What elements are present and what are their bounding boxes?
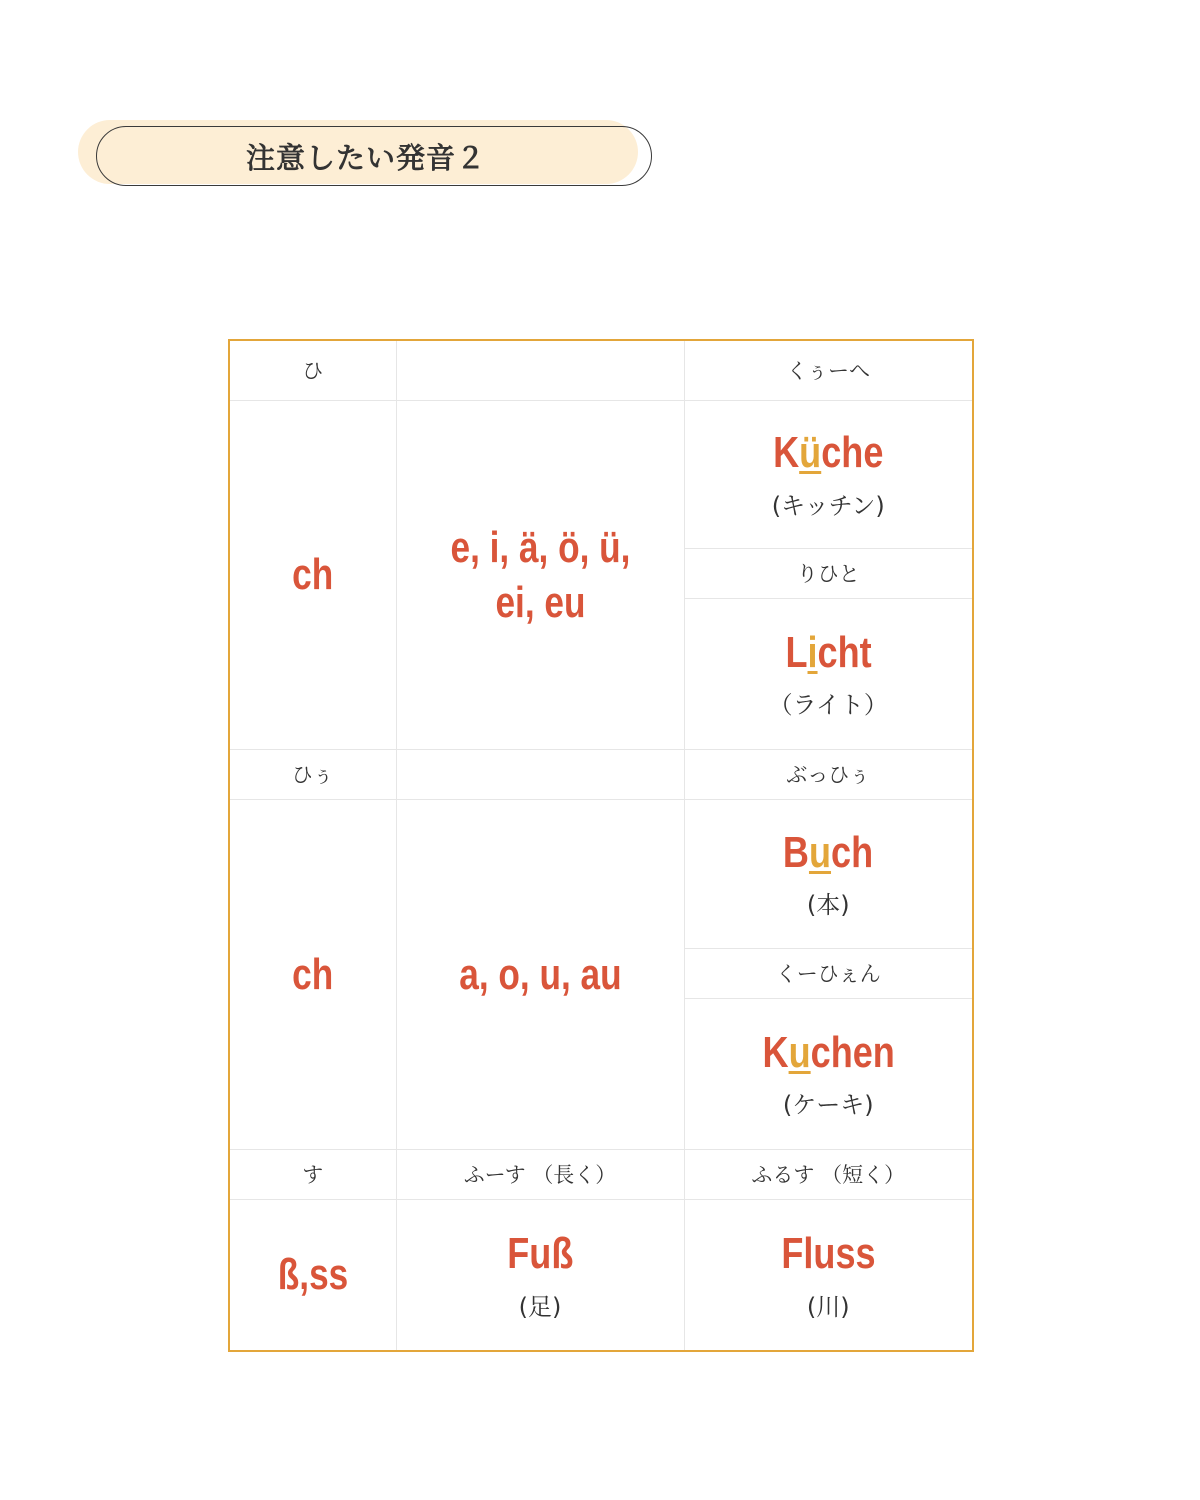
- example-cell: [684, 998, 973, 1149]
- table-row: [229, 1199, 973, 1351]
- example-meaning: (本): [806, 891, 850, 920]
- letter-cell: [229, 1199, 396, 1351]
- vowels-line-2: ei, eu: [494, 577, 585, 627]
- table-row: [229, 749, 973, 799]
- example-cell: [684, 799, 973, 948]
- empty-cell: [396, 340, 684, 400]
- example-meaning: (川): [806, 1292, 850, 1321]
- example-meaning: (足): [518, 1292, 562, 1321]
- letter-cell: [229, 799, 396, 1149]
- reading-cell: くーひぇん: [684, 948, 973, 998]
- example-cell: [396, 1199, 684, 1351]
- pronunciation-table: [228, 339, 974, 1352]
- letter-cell: [229, 400, 396, 749]
- highlight-vowel: i: [807, 627, 818, 677]
- page-title: 注意したい発音２: [245, 140, 486, 175]
- reading-cell: す: [229, 1149, 396, 1199]
- reading-cell: くぅーへ: [684, 340, 973, 400]
- example-word: Licht: [785, 627, 872, 677]
- reading-cell: ふるす （短く）: [684, 1149, 973, 1199]
- vowels-text: a, o, u, au: [458, 949, 622, 999]
- example-cell: [684, 400, 973, 548]
- highlight-vowel: u: [809, 827, 832, 877]
- vowels-cell: [396, 799, 684, 1149]
- example-word: Kuchen: [762, 1027, 895, 1077]
- example-word: Fuß: [506, 1228, 574, 1278]
- letter-text: ß,ss: [277, 1250, 348, 1300]
- example-word: Fluss: [781, 1228, 876, 1278]
- empty-cell: [396, 749, 684, 799]
- title-badge: [78, 120, 658, 192]
- letter-text: ch: [292, 949, 334, 999]
- reading-cell: ふーす （長く）: [396, 1149, 684, 1199]
- vowels-text: [450, 520, 630, 630]
- highlight-vowel: u: [788, 1027, 811, 1077]
- example-meaning: (キッチン): [771, 491, 885, 520]
- vowels-line-1: e, i, ä, ö, ü,: [450, 522, 630, 572]
- example-word: Küche: [773, 428, 884, 478]
- reading-cell: りひと: [684, 548, 973, 598]
- vowels-cell: [396, 400, 684, 749]
- example-meaning: （ライト）: [768, 691, 888, 720]
- table-row: [229, 340, 973, 400]
- table-row: [229, 1149, 973, 1199]
- letter-text: ch: [292, 550, 334, 599]
- example-cell: [684, 1199, 973, 1351]
- reading-cell: ぶっひぅ: [684, 749, 973, 799]
- example-meaning: (ケーキ): [782, 1091, 874, 1120]
- table-row: [229, 799, 973, 948]
- highlight-vowel: ü: [799, 428, 822, 478]
- reading-cell: ひ: [229, 340, 396, 400]
- example-cell: [684, 598, 973, 749]
- reading-cell: ひぅ: [229, 749, 396, 799]
- table-row: [229, 400, 973, 548]
- example-word: Buch: [783, 827, 874, 877]
